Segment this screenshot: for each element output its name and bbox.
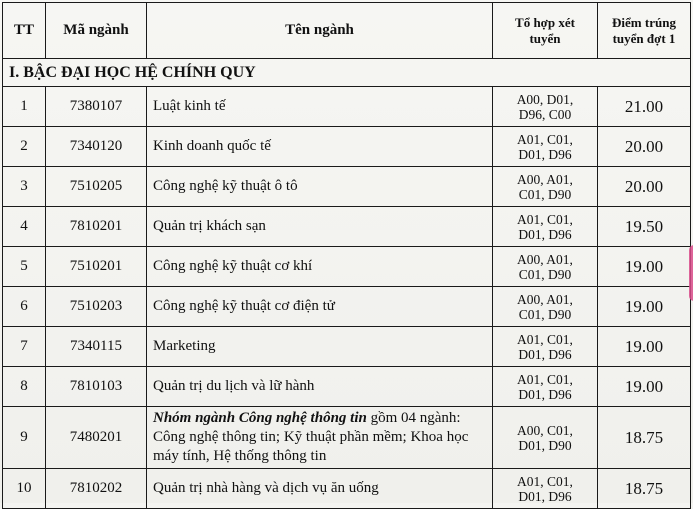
cell-name: Công nghệ kỹ thuật cơ khí [147, 247, 493, 287]
combo-line2: C01, D90 [518, 266, 572, 282]
combo-line1: A00, D01, [516, 91, 574, 107]
cell-combo [493, 367, 598, 407]
cell-code: 7810103 [46, 367, 147, 407]
cell-score: 19.00 [598, 367, 691, 407]
header-name: Tên ngành [147, 3, 493, 59]
cell-score: 19.00 [598, 327, 691, 367]
combo-line1: A01, C01, [517, 371, 573, 387]
combo-line1: A01, C01, [517, 331, 573, 347]
admission-score-table [2, 2, 691, 509]
cell-code: 7380107 [46, 87, 147, 127]
cell-name: Quản trị nhà hàng và dịch vụ ăn uống [147, 469, 493, 509]
section-title: I. BẬC ĐẠI HỌC HỆ CHÍNH QUY [3, 59, 691, 87]
cell-combo [493, 407, 598, 469]
combo-line1: A00, A01, [517, 171, 573, 187]
table-row [3, 247, 691, 287]
cell-tt: 3 [3, 167, 46, 207]
header-combo [493, 3, 598, 59]
combo-line2: C01, D90 [518, 306, 572, 322]
cell-code: 7340120 [46, 127, 147, 167]
cell-code: 7340115 [46, 327, 147, 367]
header-score-line2: tuyển đợt 1 [612, 30, 676, 46]
cell-score: 20.00 [598, 127, 691, 167]
combo-line1: A00, A01, [517, 251, 573, 267]
cell-name-emphasis: Nhóm ngành Công nghệ thông tin [153, 410, 367, 426]
cell-combo [493, 167, 598, 207]
header-code: Mã ngành [46, 3, 147, 59]
cell-name: Quản trị khách sạn [147, 207, 493, 247]
table-row [3, 287, 691, 327]
cell-score: 19.50 [598, 207, 691, 247]
combo-line2: D01, D90 [518, 437, 572, 453]
page-edge-mark [689, 245, 693, 301]
table-row [3, 407, 691, 469]
table-header-row [3, 3, 691, 59]
cell-combo [493, 287, 598, 327]
cell-name: Luật kinh tế [147, 87, 493, 127]
table-row [3, 207, 691, 247]
table-row [3, 327, 691, 367]
cell-score: 18.75 [598, 407, 691, 469]
table-row [3, 127, 691, 167]
table-row [3, 367, 691, 407]
cell-code: 7510203 [46, 287, 147, 327]
header-score-line1: Điểm trúng [612, 14, 676, 30]
cell-score: 18.75 [598, 469, 691, 509]
cell-tt: 4 [3, 207, 46, 247]
combo-line2: D01, D96 [518, 146, 572, 162]
header-score [598, 3, 691, 59]
cell-tt: 2 [3, 127, 46, 167]
cell-name: Marketing [147, 327, 493, 367]
cell-score: 19.00 [598, 287, 691, 327]
cell-code: 7480201 [46, 407, 147, 469]
cell-name: Quản trị du lịch và lữ hành [147, 367, 493, 407]
cell-name: Công nghệ kỹ thuật ô tô [147, 167, 493, 207]
cell-combo [493, 327, 598, 367]
header-tt: TT [3, 3, 46, 59]
cell-code: 7510201 [46, 247, 147, 287]
combo-line2: D01, D96 [518, 488, 572, 504]
cell-tt: 6 [3, 287, 46, 327]
cell-combo [493, 127, 598, 167]
cell-combo [493, 87, 598, 127]
cell-tt: 10 [3, 469, 46, 509]
combo-line2: D01, D96 [518, 346, 572, 362]
combo-line2: D96, C00 [518, 106, 572, 122]
cell-code: 7810202 [46, 469, 147, 509]
cell-code: 7510205 [46, 167, 147, 207]
cell-score: 20.00 [598, 167, 691, 207]
combo-line2: D01, D96 [518, 386, 572, 402]
combo-line1: A01, C01, [517, 211, 573, 227]
cell-combo [493, 247, 598, 287]
combo-line1: A01, C01, [517, 473, 573, 489]
header-combo-line1: Tổ hợp xét [515, 14, 575, 30]
cell-tt: 5 [3, 247, 46, 287]
section-row [3, 59, 691, 87]
table-row [3, 167, 691, 207]
combo-line2: D01, D96 [518, 226, 572, 242]
cell-code: 7810201 [46, 207, 147, 247]
cell-tt: 9 [3, 407, 46, 469]
cell-tt: 1 [3, 87, 46, 127]
cell-name-rest: gồm 04 ngành: Công nghệ thông tin; Kỹ thuật phần mềm; Khoa học máy tính, Hệ thống thông tin [153, 410, 469, 464]
cell-combo [493, 207, 598, 247]
cell-name [147, 407, 493, 469]
header-combo-line2: tuyển [529, 30, 561, 46]
cell-score: 19.00 [598, 247, 691, 287]
cell-tt: 7 [3, 327, 46, 367]
combo-line1: A01, C01, [517, 131, 573, 147]
cell-name: Kinh doanh quốc tế [147, 127, 493, 167]
combo-line1: A00, A01, [517, 291, 573, 307]
combo-line1: A00, C01, [517, 422, 573, 438]
combo-line2: C01, D90 [518, 186, 572, 202]
cell-name: Công nghệ kỹ thuật cơ điện tử [147, 287, 493, 327]
cell-tt: 8 [3, 367, 46, 407]
cell-score: 21.00 [598, 87, 691, 127]
table-row [3, 87, 691, 127]
